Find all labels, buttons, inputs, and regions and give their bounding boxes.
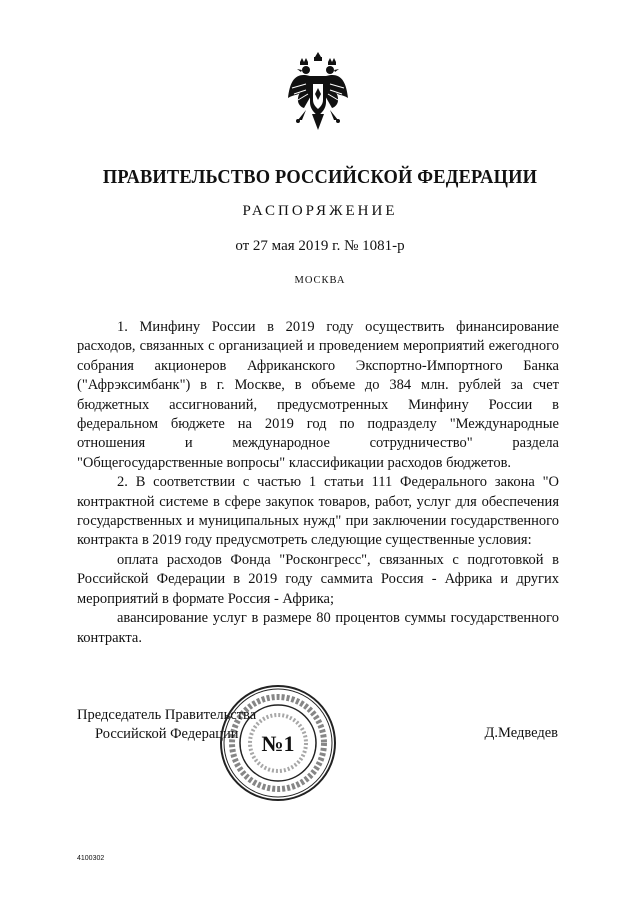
seal-number: №1	[261, 731, 295, 756]
government-title: ПРАВИТЕЛЬСТВО РОССИЙСКОЙ ФЕДЕРАЦИИ	[102, 166, 538, 188]
document-date-number: от 27 мая 2019 г. № 1081-р	[235, 238, 405, 254]
official-seal-icon	[218, 683, 338, 803]
signatory-title-line-1: Председатель Правительства	[77, 707, 257, 723]
document-body	[77, 318, 559, 648]
document-type: РАСПОРЯЖЕНИЕ	[242, 203, 398, 219]
signatory-title-line-2: Российской Федерации	[95, 726, 239, 743]
signatory-name: Д.Медведев	[484, 725, 558, 741]
document-city: МОСКВА	[294, 275, 346, 286]
paragraph-2: 2. В соответствии с частью 1 статьи 111 Федерального закона "О контрактной системе в сфере закупок товаров, работ, услуг для обеспечения государственных и муниципальных нужд" при заключении государственного контракта в 2019 году предусмотреть следующие существенные условия:	[77, 474, 559, 549]
document-code: 4100302	[77, 855, 105, 862]
double-headed-eagle-icon	[286, 50, 350, 136]
paragraph-3: оплата расходов Фонда "Росконгресс", связанных с подготовкой в Российской Федерации в 2019 году саммита Россия - Африка и других мероприятий в формате Россия - Африка;	[77, 551, 559, 607]
paragraph-4: авансирование услуг в размере 80 процентов суммы государственного контракта.	[77, 610, 559, 646]
paragraph-1: 1. Минфину России в 2019 году осуществить финансирование расходов, связанных с организацией и проведением мероприятий ежегодного собрания акционеров Африканского Экспортно-Импортного Банка ("Афрэксимбанк") в г. Москве, в объеме до 384 млн. рублей за счет бюджетных ассигнований, предусмотренных Минфину России в федеральном бюджете на 2019 год по подразделу "Международные отношения и международное сотрудничество" раздела "Общегосударственные вопросы" классификации расходов бюджетов.	[77, 319, 559, 471]
